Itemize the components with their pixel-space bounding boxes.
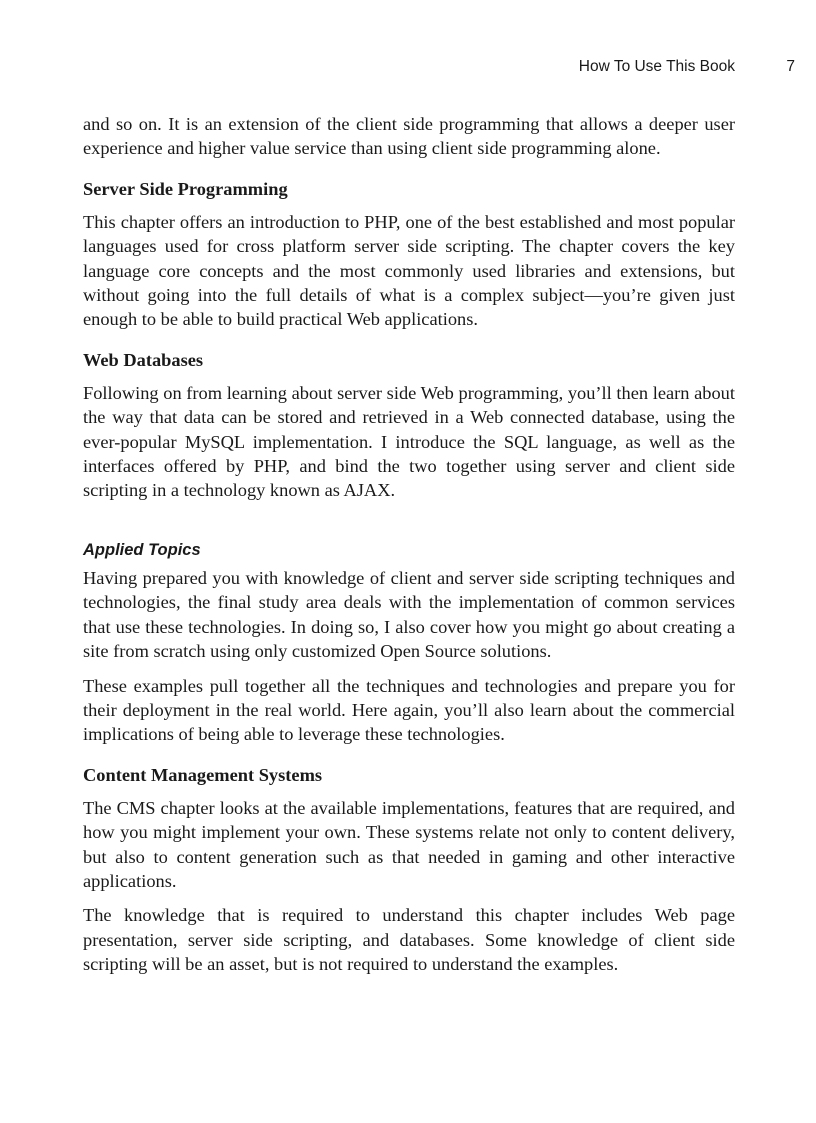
cms-paragraph-2: The knowledge that is required to understand this chapter includes Web page presentation, server side scripting, and databases. Some knowledge of client side scripting will be an asset, but is not required to understand the examples. — [83, 905, 735, 975]
server-side-paragraph: This chapter offers an introduction to PHP, one of the best established and most popular languages used for cross platform server side scripting. The chapter covers the key language core concepts and the most commonly used libraries and extensions, but without going into the full details of what is a complex subject—you’re given just enough to be able to build practical Web applications. — [83, 211, 735, 330]
running-header — [84, 58, 795, 80]
page-number: 7 — [786, 58, 795, 75]
applied-topics-paragraph-2: These examples pull together all the techniques and technologies and prepare you for their deployment in the real world. Here again, you’ll also learn about the commercial implications of being able to leverage these technologies. — [83, 675, 735, 745]
cms-paragraph-1: The CMS chapter looks at the available implementations, features that are required, and how you might implement your own. These systems relate not only to content delivery, but also to content generation such as that needed in gaming and other interactive applications. — [83, 797, 735, 891]
page-body — [83, 112, 735, 987]
web-databases-paragraph: Following on from learning about server side Web programming, you’ll then learn about the way that data can be stored and retrieved in a Web connected database, using the ever-popular MySQL implementation. I introduce the SQL language, as well as the interfaces offered by PHP, and bind the two together using server and client side scripting in a technology known as AJAX. — [83, 382, 735, 501]
intro-paragraph: and so on. It is an extension of the client side programming that allows a deeper user experience and higher value service than using client side programming alone. — [83, 114, 735, 159]
running-title: How To Use This Book — [578, 58, 735, 75]
applied-topics-paragraph-1: Having prepared you with knowledge of client and server side scripting techniques and technologies, the final study area deals with the implementation of common services that use these technologies. In doing so, I also cover how you might go about creating a site from scratch using only customized Open Source solutions. — [83, 567, 735, 662]
section-heading-applied-topics: Applied Topics — [83, 540, 201, 559]
section-heading-server-side-programming: Server Side Programming — [83, 178, 288, 199]
section-heading-content-management-systems: Content Management Systems — [83, 764, 323, 785]
section-heading-web-databases: Web Databases — [83, 349, 204, 370]
